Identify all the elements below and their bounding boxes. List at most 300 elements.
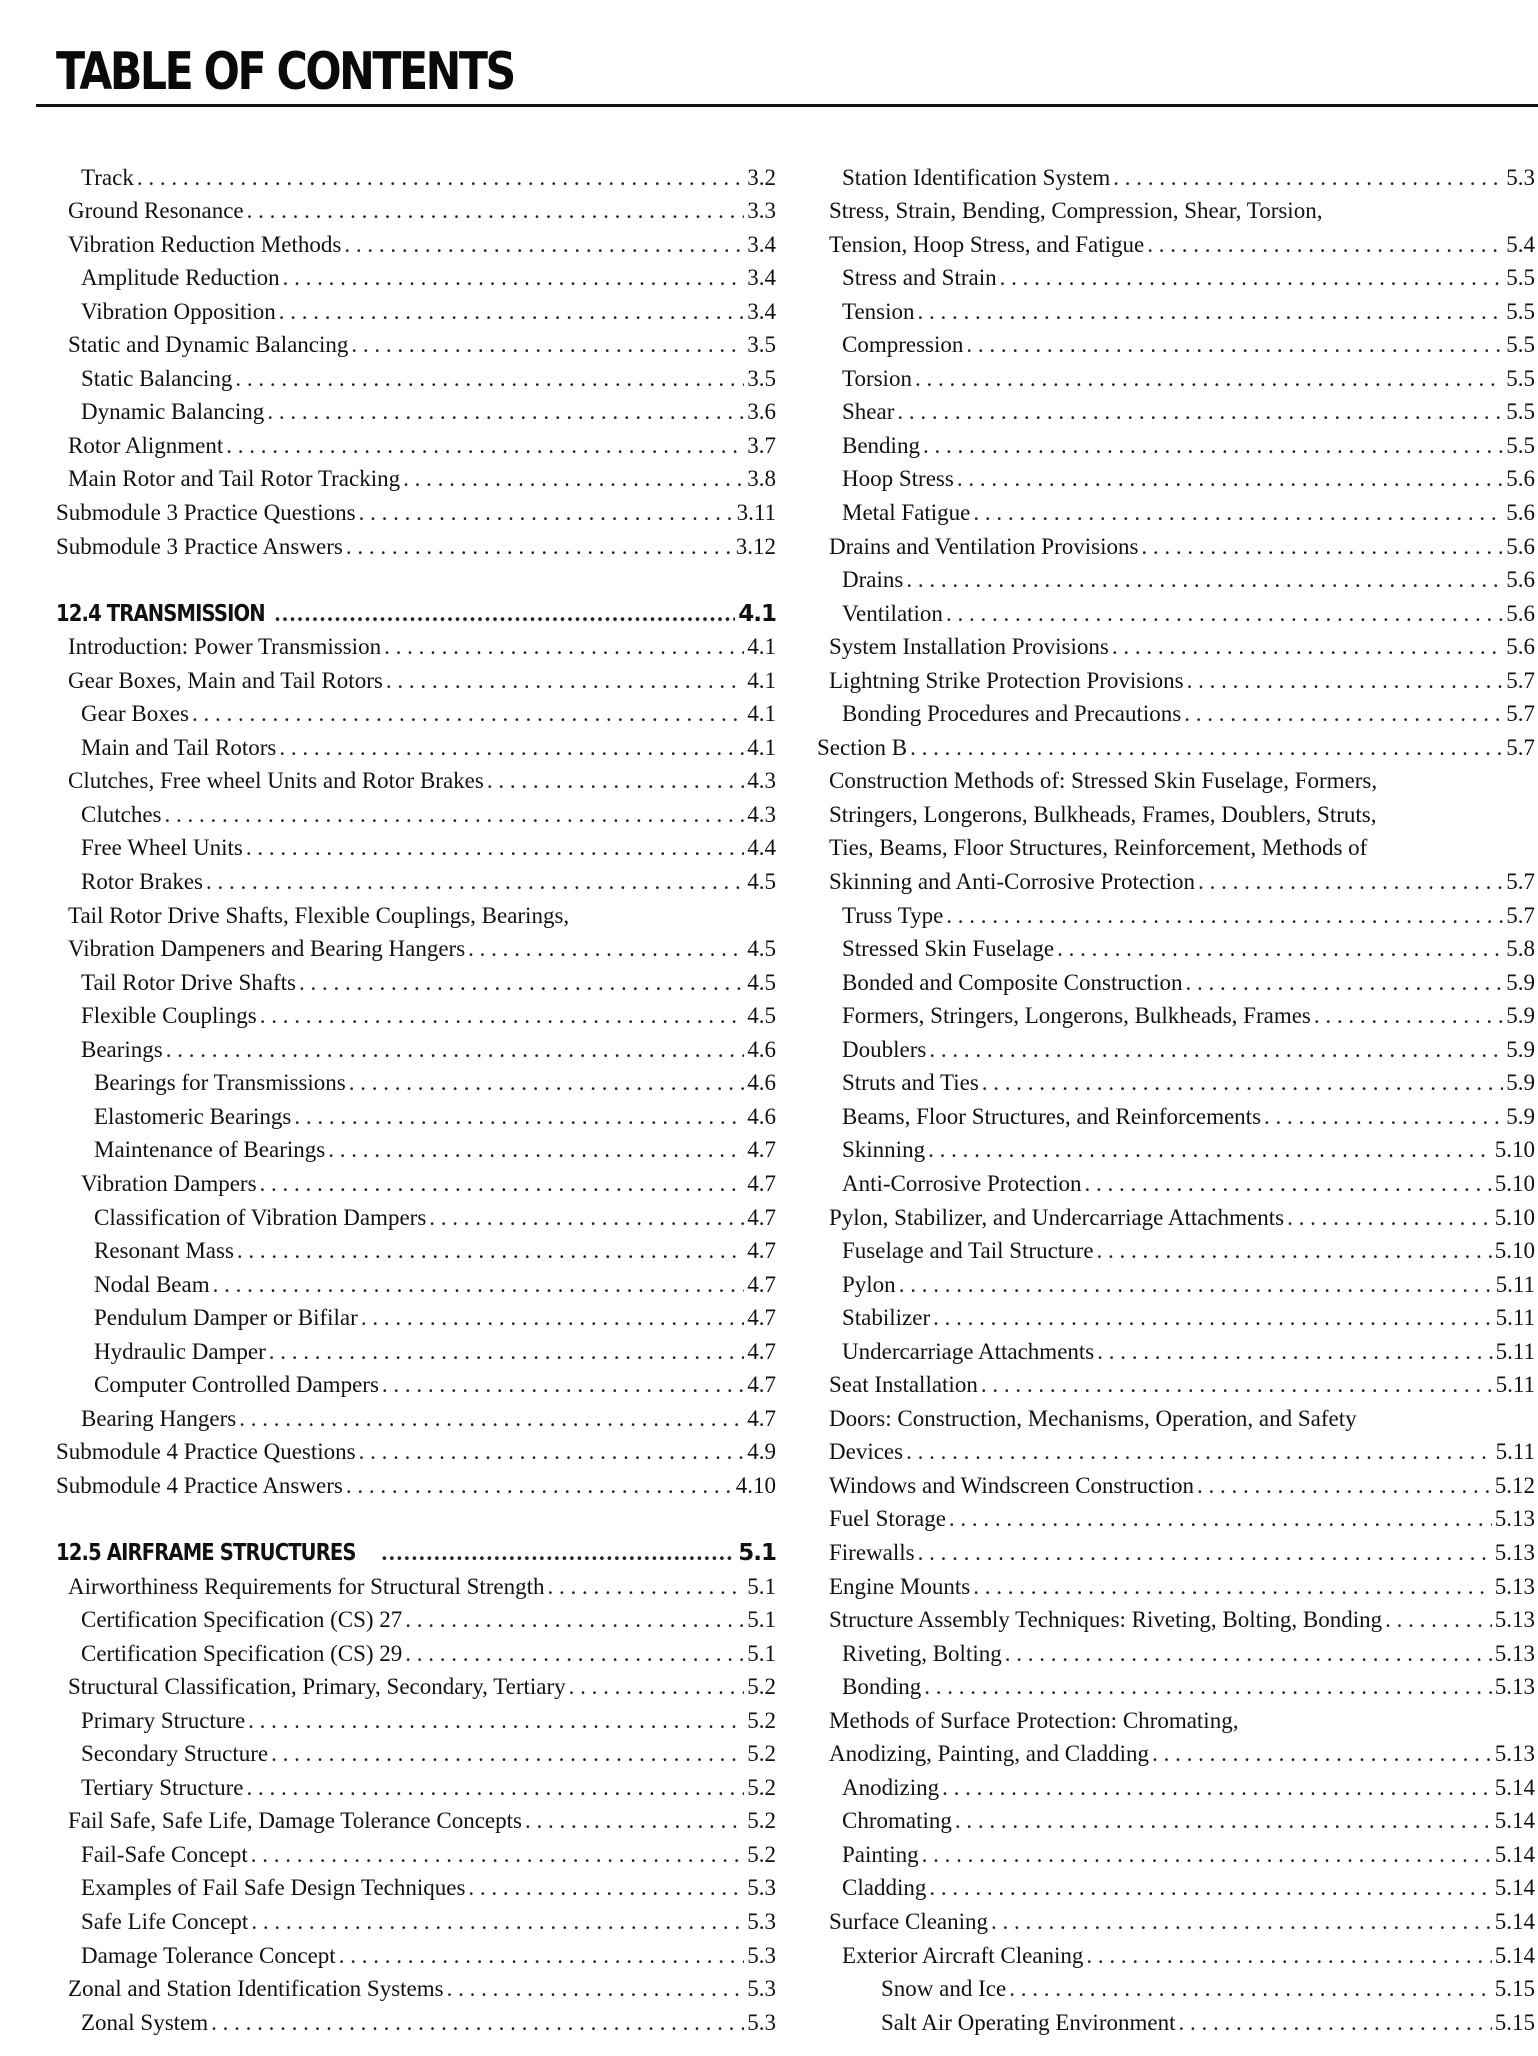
toc-entry[interactable] [56, 360, 776, 394]
toc-page-number: 5.13 [1494, 1607, 1535, 1633]
toc-entry[interactable] [56, 1199, 776, 1233]
toc-entry-label: Free Wheel Units [81, 835, 243, 861]
toc-page-number: 5.2 [747, 1707, 776, 1733]
toc-entry[interactable] [817, 1568, 1535, 1602]
toc-entry[interactable] [817, 360, 1535, 394]
dot-leader [1198, 867, 1503, 897]
dot-leader [973, 498, 1503, 528]
toc-page-number: 5.6 [1506, 567, 1535, 593]
toc-entry[interactable] [817, 629, 1535, 663]
toc-entry-label: Ties, Beams, Floor Structures, Reinforcement, Methods of [829, 835, 1368, 861]
dot-leader [923, 431, 1503, 461]
toc-entry-label: Secondary Structure [81, 1741, 269, 1767]
toc-entry[interactable] [56, 1669, 776, 1703]
toc-entry[interactable] [56, 1132, 776, 1166]
toc-entry[interactable] [56, 1098, 776, 1132]
toc-entry[interactable] [817, 729, 1535, 763]
toc-entry[interactable] [56, 1165, 776, 1199]
toc-entry[interactable] [817, 1736, 1535, 1770]
toc-entry[interactable] [56, 1836, 776, 1870]
toc-entry-continuation [817, 193, 1535, 227]
toc-entry-label: Ventilation [842, 600, 943, 626]
dot-leader [405, 1639, 744, 1669]
dot-leader [525, 1806, 744, 1836]
toc-entry[interactable] [817, 1031, 1535, 1065]
toc-page-number: 4.1 [747, 701, 776, 727]
toc-entry[interactable] [56, 159, 776, 193]
toc-entry[interactable] [56, 1736, 776, 1770]
toc-page-number: 4.1 [738, 600, 776, 627]
toc-entry[interactable] [817, 1065, 1535, 1099]
dot-leader [915, 364, 1503, 394]
dot-leader [283, 263, 745, 293]
dot-leader [1000, 263, 1504, 293]
toc-entry-label: Main Rotor and Tail Rotor Tracking [68, 466, 401, 492]
toc-entry[interactable] [817, 494, 1535, 528]
toc-page-number: 4.7 [747, 1405, 776, 1431]
toc-entry[interactable] [817, 528, 1535, 562]
toc-entry-label: Undercarriage Attachments [842, 1338, 1095, 1364]
dot-leader [946, 599, 1503, 629]
toc-entry[interactable] [817, 461, 1535, 495]
toc-entry-label: Tail Rotor Drive Shafts [81, 969, 296, 995]
toc-entry-label: Painting [842, 1841, 919, 1867]
page-title: TABLE OF CONTENTS [56, 42, 514, 102]
toc-entry[interactable] [56, 1769, 776, 1803]
toc-entry-label: Stringers, Longerons, Bulkheads, Frames, Doublers, Struts, [829, 801, 1377, 827]
toc-page-number: 3.3 [747, 198, 776, 224]
toc-entry-label: Static and Dynamic Balancing [68, 332, 349, 358]
toc-entry-label: Rotor Brakes [81, 869, 204, 895]
toc-page-number: 4.1 [747, 634, 776, 660]
dot-leader [346, 532, 733, 562]
toc-entry-label: Doors: Construction, Mechanisms, Operation, and Safety [829, 1405, 1357, 1431]
toc-page-number: 4.6 [747, 1036, 776, 1062]
toc-entry[interactable] [817, 897, 1535, 931]
toc-entry[interactable] [56, 1233, 776, 1267]
toc-entry[interactable] [56, 327, 776, 361]
title-underline [36, 104, 1538, 107]
toc-page-number: 4.4 [747, 835, 776, 861]
toc-entry-label: Structural Classification, Primary, Secondary, Tertiary [68, 1674, 566, 1700]
toc-entry[interactable] [56, 931, 776, 965]
toc-entry-label: Shear [842, 399, 895, 425]
toc-entry-label: System Installation Provisions [829, 634, 1109, 660]
toc-page-number: 5.13 [1494, 1674, 1535, 1700]
toc-entry-label: Classification of Vibration Dampers [94, 1204, 427, 1230]
dot-leader [382, 1370, 744, 1400]
toc-entry[interactable] [817, 1937, 1535, 1971]
dot-leader [991, 1907, 1492, 1937]
dot-leader [405, 1605, 744, 1635]
toc-entry[interactable] [56, 998, 776, 1032]
toc-section-heading[interactable] [56, 595, 776, 629]
toc-entry[interactable] [56, 629, 776, 663]
dot-leader [346, 1471, 733, 1501]
dot-leader [468, 934, 744, 964]
toc-entry-label: Track [81, 164, 134, 190]
toc-section-heading[interactable] [56, 1534, 776, 1568]
toc-entry-label: Zonal and Station Identification Systems [68, 1976, 444, 2002]
toc-page-number: 5.11 [1495, 1372, 1535, 1398]
toc-page-number: 4.7 [747, 1271, 776, 1297]
toc-entry[interactable] [56, 1065, 776, 1099]
dot-leader [922, 1840, 1492, 1870]
toc-entry[interactable] [56, 427, 776, 461]
toc-page-number: 5.5 [1506, 265, 1535, 291]
toc-page-number: 5.6 [1506, 466, 1535, 492]
dot-leader [468, 1873, 744, 1903]
toc-page-number: 3.8 [747, 466, 776, 492]
dot-leader [351, 330, 744, 360]
toc-page-number: 5.7 [1506, 701, 1535, 727]
toc-entry-label: Metal Fatigue [842, 500, 971, 526]
toc-page-number: 4.1 [747, 667, 776, 693]
toc-page-number: 5.14 [1494, 1908, 1535, 1934]
toc-entry-label: Elastomeric Bearings [94, 1103, 292, 1129]
toc-entry[interactable] [817, 863, 1535, 897]
toc-entry-label: Anodizing [842, 1774, 940, 1800]
toc-page-number: 3.5 [747, 332, 776, 358]
dot-leader [299, 968, 744, 998]
toc-entry-label: Fuselage and Tail Structure [842, 1238, 1094, 1264]
toc-entry-label: Resonant Mass [94, 1238, 234, 1264]
toc-entry[interactable] [817, 1635, 1535, 1669]
dot-leader [361, 1303, 744, 1333]
toc-entry[interactable] [817, 1669, 1535, 1703]
toc-entry-label: Surface Cleaning [829, 1908, 989, 1934]
dot-leader [235, 364, 744, 394]
toc-page-number: 5.1 [747, 1573, 776, 1599]
toc-entry[interactable] [817, 1367, 1535, 1401]
toc-page-number: 5.9 [1506, 1036, 1535, 1062]
dot-leader [1097, 1236, 1492, 1266]
toc-entry[interactable] [56, 2004, 776, 2038]
toc-entry-label: Salt Air Operating Environment [881, 2009, 1176, 2035]
toc-entry[interactable] [56, 1903, 776, 1937]
toc-entry[interactable] [56, 763, 776, 797]
toc-entry-label: Pylon, Stabilizer, and Undercarriage Attachments [829, 1204, 1285, 1230]
toc-entry[interactable] [56, 461, 776, 495]
toc-entry[interactable] [56, 796, 776, 830]
dot-leader [349, 1068, 745, 1098]
toc-entry[interactable] [817, 1971, 1535, 2005]
toc-entry-label: Skinning [842, 1137, 926, 1163]
toc-entry-label: Gear Boxes, Main and Tail Rotors [68, 667, 383, 693]
toc-entry-label: Compression [842, 332, 964, 358]
toc-left-column [56, 159, 776, 2038]
toc-entry[interactable] [817, 1132, 1535, 1166]
toc-page-number: 5.13 [1494, 1640, 1535, 1666]
toc-page-number: 5.2 [747, 1808, 776, 1834]
toc-entry[interactable] [56, 1971, 776, 2005]
dot-leader [1005, 1639, 1492, 1669]
dot-leader [1314, 1001, 1503, 1031]
toc-entry[interactable] [56, 1635, 776, 1669]
toc-entry[interactable] [56, 1031, 776, 1065]
dot-leader [1086, 1941, 1491, 1971]
dot-leader [946, 901, 1503, 931]
toc-entry[interactable] [56, 1803, 776, 1837]
toc-entry-label: Beams, Floor Structures, and Reinforcements [842, 1103, 1262, 1129]
toc-page-number: 5.3 [747, 1976, 776, 2002]
toc-entry[interactable] [817, 1199, 1535, 1233]
dot-leader [328, 1135, 744, 1165]
dot-leader [906, 1437, 1493, 1467]
toc-page-number: 3.4 [747, 298, 776, 324]
dot-leader [275, 599, 736, 629]
toc-entry-label: Primary Structure [81, 1707, 246, 1733]
toc-page-number: 5.4 [1506, 231, 1535, 257]
toc-entry[interactable] [56, 1870, 776, 1904]
toc-entry-label: Snow and Ice [881, 1976, 1007, 2002]
toc-page-number: 3.12 [735, 533, 776, 559]
toc-entry[interactable] [56, 1568, 776, 1602]
toc-entry-label: Bearings for Transmissions [94, 1070, 346, 1096]
toc-entry-label: Tail Rotor Drive Shafts, Flexible Couplings, Bearings, [68, 902, 570, 928]
toc-entry-label: Lightning Strike Protection Provisions [829, 667, 1184, 693]
toc-page-number: 5.10 [1494, 1238, 1535, 1264]
toc-entry-label: Vibration Reduction Methods [68, 231, 342, 257]
toc-entry[interactable] [817, 159, 1535, 193]
toc-entry[interactable] [56, 1467, 776, 1501]
toc-page-number: 5.5 [1506, 432, 1535, 458]
toc-entry-label: Clutches, Free wheel Units and Rotor Brakes [68, 768, 484, 794]
toc-entry-label: Certification Specification (CS) 27 [81, 1607, 403, 1633]
toc-page-number: 4.6 [747, 1103, 776, 1129]
dot-leader [1009, 1974, 1492, 2004]
toc-entry-label: Anti-Corrosive Protection [842, 1170, 1082, 1196]
toc-entry-label: Submodule 3 Practice Questions [56, 500, 356, 526]
toc-entry-continuation [817, 1702, 1535, 1736]
toc-entry-label: Windows and Windscreen Construction [829, 1472, 1195, 1498]
toc-entry[interactable] [817, 427, 1535, 461]
dot-leader [899, 1270, 1493, 1300]
toc-entry-label: Static Balancing [81, 365, 233, 391]
dot-leader [1147, 230, 1503, 260]
toc-page-number: 5.9 [1506, 1070, 1535, 1096]
toc-entry[interactable] [817, 1836, 1535, 1870]
toc-page-number: 4.7 [747, 1372, 776, 1398]
dot-leader [359, 1437, 745, 1467]
toc-entry-label: Vibration Dampeners and Bearing Hangers [68, 936, 466, 962]
toc-entry[interactable] [56, 494, 776, 528]
dot-leader [246, 833, 744, 863]
dot-leader [137, 163, 744, 193]
toc-entry[interactable] [56, 193, 776, 227]
toc-entry[interactable] [817, 696, 1535, 730]
toc-entry-continuation [817, 1400, 1535, 1434]
toc-entry[interactable] [817, 1165, 1535, 1199]
toc-page-number: 3.2 [747, 164, 776, 190]
toc-entry-label: Airworthiness Requirements for Structural Strength [68, 1573, 545, 1599]
dot-leader [548, 1572, 745, 1602]
dot-leader [1187, 666, 1504, 696]
toc-entry-label: Bearings [81, 1036, 163, 1062]
toc-entry[interactable] [56, 863, 776, 897]
dot-leader [569, 1672, 745, 1702]
toc-page-number: 3.11 [736, 500, 776, 526]
toc-entry[interactable] [817, 595, 1535, 629]
toc-entry[interactable] [56, 226, 776, 260]
toc-page-number: 4.7 [747, 1305, 776, 1331]
toc-entry-label: Doublers [842, 1036, 927, 1062]
toc-entry[interactable] [817, 1602, 1535, 1636]
toc-entry[interactable] [56, 964, 776, 998]
toc-entry[interactable] [817, 1534, 1535, 1568]
toc-entry[interactable] [56, 1266, 776, 1300]
dot-leader [1057, 934, 1503, 964]
toc-page-number: 5.14 [1494, 1841, 1535, 1867]
toc-entry-label: Flexible Couplings [81, 1003, 257, 1029]
toc-entry[interactable] [56, 260, 776, 294]
toc-entry-label: Bonding [842, 1674, 922, 1700]
toc-entry[interactable] [56, 830, 776, 864]
toc-page-number: 5.5 [1506, 332, 1535, 358]
toc-entry[interactable] [56, 1367, 776, 1401]
toc-page-number: 5.7 [1506, 869, 1535, 895]
dot-leader [487, 766, 744, 796]
toc-entry[interactable] [56, 293, 776, 327]
toc-entry[interactable] [817, 2004, 1535, 2038]
toc-entry[interactable] [817, 1300, 1535, 1334]
toc-page-number: 3.4 [747, 265, 776, 291]
toc-entry-label: 12.5 AIRFRAME STRUCTURES [56, 1539, 356, 1566]
dot-leader [260, 1169, 745, 1199]
dot-leader [929, 1035, 1503, 1065]
toc-entry[interactable] [56, 1300, 776, 1334]
toc-entry-label: Construction Methods of: Stressed Skin Fuselage, Formers, [829, 768, 1378, 794]
toc-entry[interactable] [817, 562, 1535, 596]
dot-leader [294, 1102, 744, 1132]
toc-entry-label: Certification Specification (CS) 29 [81, 1640, 403, 1666]
dot-leader [248, 1706, 744, 1736]
toc-entry[interactable] [56, 394, 776, 428]
toc-entry-label: Clutches [81, 801, 162, 827]
toc-entry[interactable] [817, 1098, 1535, 1132]
dot-leader [982, 1068, 1503, 1098]
toc-entry-label: Engine Mounts [829, 1573, 971, 1599]
dot-leader [359, 498, 734, 528]
toc-page-number: 4.5 [747, 1003, 776, 1029]
toc-entry-label: Structure Assembly Techniques: Riveting, Bolting, Bonding [829, 1607, 1383, 1633]
toc-entry-label: 12.4 TRANSMISSION [56, 600, 265, 627]
toc-entry[interactable] [817, 1769, 1535, 1803]
toc-page-number: 5.9 [1506, 1103, 1535, 1129]
toc-entry-label: Stress, Strain, Bending, Compression, Shear, Torsion, [829, 198, 1323, 224]
toc-entry[interactable] [817, 1333, 1535, 1367]
toc-entry[interactable] [817, 327, 1535, 361]
toc-page-number: 5.1 [747, 1607, 776, 1633]
toc-entry-label: Tertiary Structure [81, 1774, 244, 1800]
toc-entry-label: Section B [817, 734, 908, 760]
toc-page-number: 4.9 [747, 1439, 776, 1465]
toc-entry[interactable] [56, 1937, 776, 1971]
toc-entry[interactable] [817, 1434, 1535, 1468]
toc-entry-label: Bonding Procedures and Precautions [842, 701, 1182, 727]
dot-leader [267, 397, 744, 427]
toc-entry[interactable] [56, 662, 776, 696]
toc-entry[interactable] [56, 1602, 776, 1636]
toc-entry[interactable] [817, 964, 1535, 998]
toc-entry[interactable] [817, 1467, 1535, 1501]
dot-leader [251, 1907, 744, 1937]
toc-entry-label: Hoop Stress [842, 466, 954, 492]
toc-page-number: 5.8 [1506, 936, 1535, 962]
toc-entry[interactable] [817, 662, 1535, 696]
toc-entry-label: Maintenance of Bearings [94, 1137, 326, 1163]
toc-entry-label: Drains and Ventilation Provisions [829, 533, 1139, 559]
toc-entry[interactable] [56, 1434, 776, 1468]
toc-entry[interactable] [56, 528, 776, 562]
toc-entry[interactable] [56, 1702, 776, 1736]
toc-entry[interactable] [56, 1333, 776, 1367]
toc-page-number: 5.13 [1494, 1539, 1535, 1565]
section-spacer [56, 562, 776, 596]
toc-entry[interactable] [817, 1266, 1535, 1300]
toc-page-number: 5.7 [1506, 667, 1535, 693]
toc-page-number: 5.9 [1506, 1003, 1535, 1029]
toc-entry-label: Rotor Alignment [68, 432, 224, 458]
toc-page-number: 5.6 [1506, 600, 1535, 626]
dot-leader [897, 397, 1503, 427]
toc-entry[interactable] [817, 1233, 1535, 1267]
toc-entry-label: Vibration Dampers [81, 1170, 257, 1196]
dot-leader [1197, 1471, 1492, 1501]
toc-page-number: 5.12 [1494, 1472, 1535, 1498]
toc-entry-label: Zonal System [81, 2009, 209, 2035]
toc-entry[interactable] [817, 394, 1535, 428]
toc-entry[interactable] [817, 1803, 1535, 1837]
toc-entry[interactable] [817, 226, 1535, 260]
toc-entry-label: Bearing Hangers [81, 1405, 237, 1431]
dot-leader [279, 297, 745, 327]
toc-page-number: 5.13 [1494, 1506, 1535, 1532]
dot-leader [251, 1840, 745, 1870]
toc-entry[interactable] [817, 260, 1535, 294]
dot-leader [955, 1806, 1492, 1836]
toc-entry[interactable] [817, 1903, 1535, 1937]
toc-entry-label: Truss Type [842, 902, 944, 928]
toc-entry-label: Examples of Fail Safe Design Techniques [81, 1875, 466, 1901]
toc-entry[interactable] [56, 729, 776, 763]
toc-page-number: 4.7 [747, 1238, 776, 1264]
toc-entry-label: Skinning and Anti-Corrosive Protection [829, 869, 1196, 895]
dot-leader [949, 1504, 1492, 1534]
toc-page-number: 5.3 [747, 1942, 776, 1968]
toc-entry[interactable] [817, 293, 1535, 327]
dot-leader [344, 230, 744, 260]
toc-entry[interactable] [817, 1870, 1535, 1904]
dot-leader [211, 2008, 744, 2038]
toc-entry[interactable] [817, 998, 1535, 1032]
toc-entry[interactable] [817, 1501, 1535, 1535]
toc-page-number: 5.14 [1494, 1774, 1535, 1800]
toc-entry-label: Formers, Stringers, Longerons, Bulkheads, Frames [842, 1003, 1311, 1029]
dot-leader [226, 431, 744, 461]
toc-entry[interactable] [56, 1400, 776, 1434]
toc-entry[interactable] [817, 931, 1535, 965]
toc-entry-label: Submodule 3 Practice Answers [56, 533, 343, 559]
dot-leader [165, 800, 745, 830]
toc-entry-label: Firewalls [829, 1539, 915, 1565]
toc-page-number: 4.10 [735, 1472, 776, 1498]
dot-leader [382, 1538, 736, 1568]
toc-page-number: 4.5 [747, 936, 776, 962]
toc-entry-label: Station Identification System [842, 164, 1111, 190]
toc-entry[interactable] [56, 696, 776, 730]
toc-entry-label: Computer Controlled Dampers [94, 1372, 379, 1398]
